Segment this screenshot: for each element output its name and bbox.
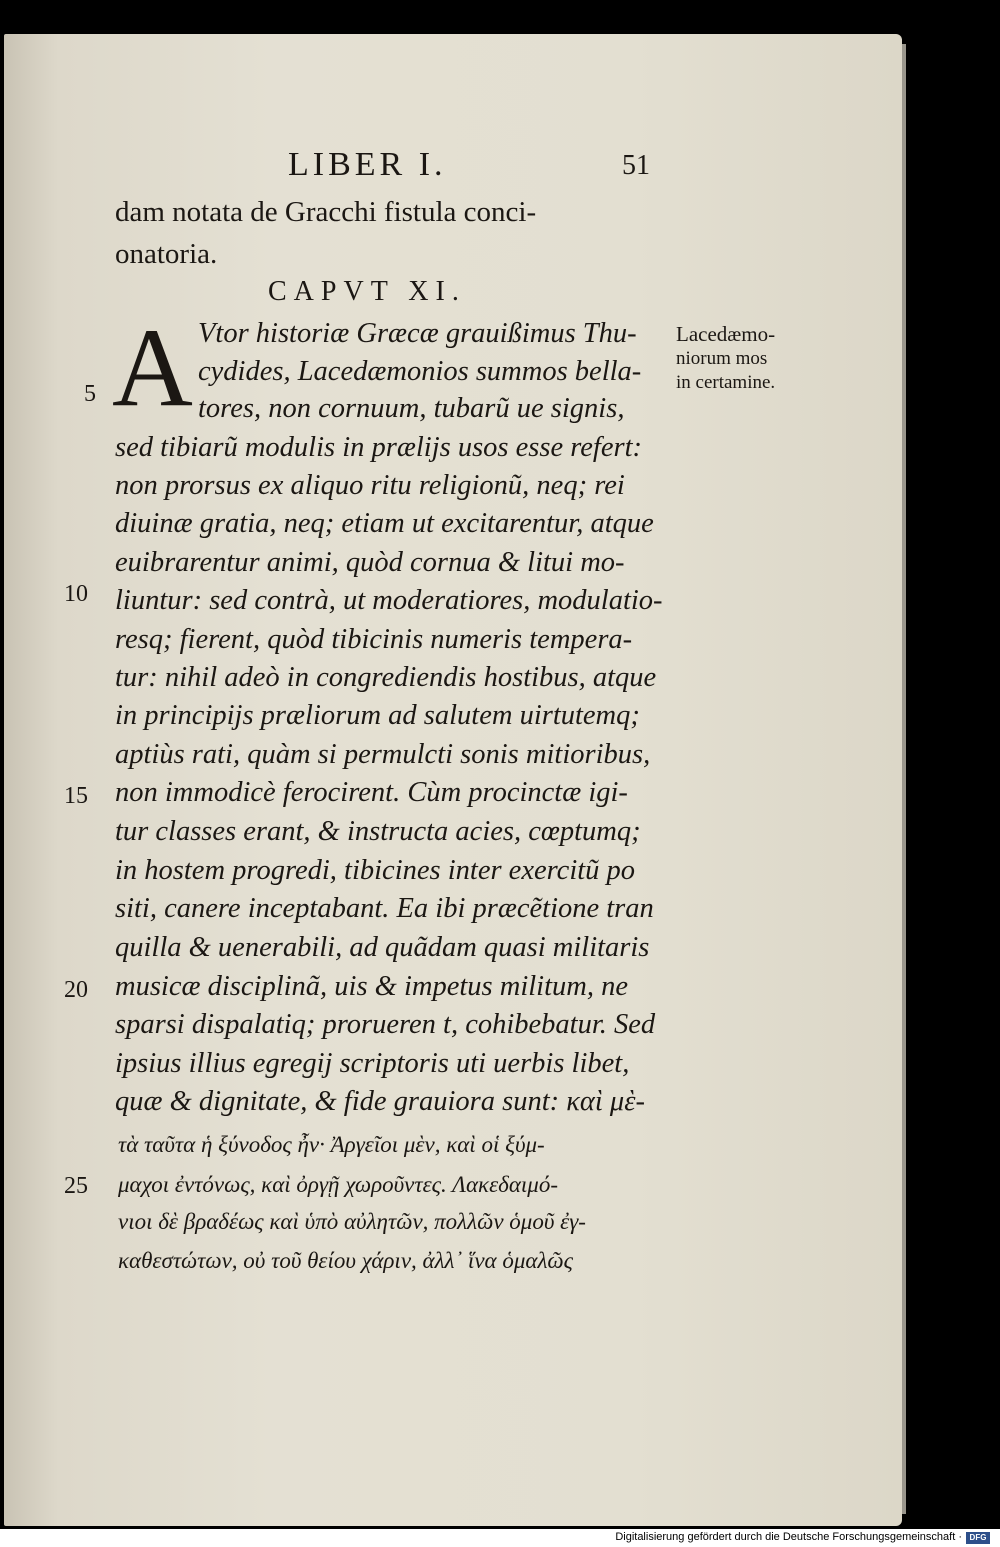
- body-line-16: siti, canere inceptabant. Ea ibi præcẽtione tran: [115, 893, 654, 924]
- line-number-10: 10: [64, 581, 88, 607]
- body-line-5: non prorsus ex aliquo ritu religionũ, neq; rei: [115, 470, 625, 501]
- line-number-5: 5: [84, 381, 96, 407]
- folio-number: 51: [622, 150, 650, 181]
- body-line-10: tur: nihil adeò in congrediendis hostibus, atque: [115, 662, 657, 693]
- intro-line-1: dam notata de Gracchi fistula conci-: [115, 196, 537, 228]
- body-line-17: quilla & uenerabili, ad quãdam quasi militaris: [115, 932, 650, 963]
- greek-line-4: καθεστώτων, οὐ τοῦ θείου χάριν, ἀλλ᾽ ἵνα ὁμαλῶς: [118, 1248, 574, 1273]
- body-line-14: tur classes erant, & instructa acies, cœptumq;: [115, 816, 641, 847]
- intro-line-2: onatoria.: [115, 238, 218, 270]
- line-number-20: 20: [64, 977, 88, 1003]
- body-line-1: Vtor historiæ Græcæ grauißimus Thu-: [198, 318, 637, 349]
- greek-line-2: μαχοι ἐντόνως, καὶ ὀργῇ χωροῦντες. Λακεδαιμό-: [118, 1172, 559, 1197]
- marginal-note-line-3: in certamine.: [676, 372, 776, 393]
- marginal-note-line-2: niorum mos: [676, 348, 768, 369]
- body-line-18: musicæ disciplinã, uis & impetus militum, ne: [115, 971, 628, 1002]
- footer-bar: [0, 1529, 1000, 1547]
- footer-credit: Digitalisierung gefördert durch die Deutsche Forschungsgemeinschaft ·: [615, 1531, 962, 1543]
- body-line-19: sparsi dispalatiq; prorueren t, cohibebatur. Sed: [115, 1009, 656, 1040]
- drop-cap: A: [112, 306, 193, 430]
- body-line-6: diuinæ gratia, neq; etiam ut excitarentur, atque: [115, 508, 654, 539]
- body-line-2: cydides, Lacedæmonios summos bella-: [198, 356, 642, 387]
- body-line-13: non immodicè ferocirent. Cùm procinctæ igi-: [115, 777, 628, 808]
- body-line-11: in principijs præliorum ad salutem uirtutemq;: [115, 700, 640, 731]
- chapter-title: CAPVT XI.: [268, 276, 466, 307]
- body-line-4: sed tibiarũ modulis in prælijs usos esse refert:: [115, 432, 642, 463]
- greek-line-3: νιοι δὲ βραδέως καὶ ὑπὸ αὐλητῶν, πολλῶν ὁμοῦ ἐγ-: [118, 1209, 586, 1234]
- body-line-12: aptiùs rati, quàm si permulcti sonis mitioribus,: [115, 739, 651, 770]
- dfg-logo: DFG: [966, 1532, 990, 1544]
- body-line-15: in hostem progredi, tibicines inter exercitũ po: [115, 855, 636, 886]
- line-number-25: 25: [64, 1173, 88, 1199]
- body-line-7: euibrarentur animi, quòd cornua & litui mo-: [115, 547, 625, 578]
- body-line-21: quæ & dignitate, & fide grauiora sunt: καὶ μὲ-: [115, 1086, 645, 1117]
- line-number-15: 15: [64, 783, 88, 809]
- body-line-3: tores, non cornuum, tubarũ ue signis,: [198, 393, 625, 424]
- greek-line-1: τὰ ταῦτα ἡ ξύνοδος ἦν· Ἀργεῖοι μὲν, καὶ οἱ ξύμ-: [118, 1132, 545, 1157]
- running-title: LIBER I.: [288, 146, 447, 183]
- body-line-20: ipsius illius egregij scriptoris uti uerbis libet,: [115, 1048, 630, 1079]
- body-line-9: resq; fierent, quòd tibicinis numeris tempera-: [115, 624, 633, 655]
- body-line-8: liuntur: sed contrà, ut moderatiores, modulatio-: [115, 585, 663, 616]
- marginal-note-line-1: Lacedæmo-: [676, 322, 776, 346]
